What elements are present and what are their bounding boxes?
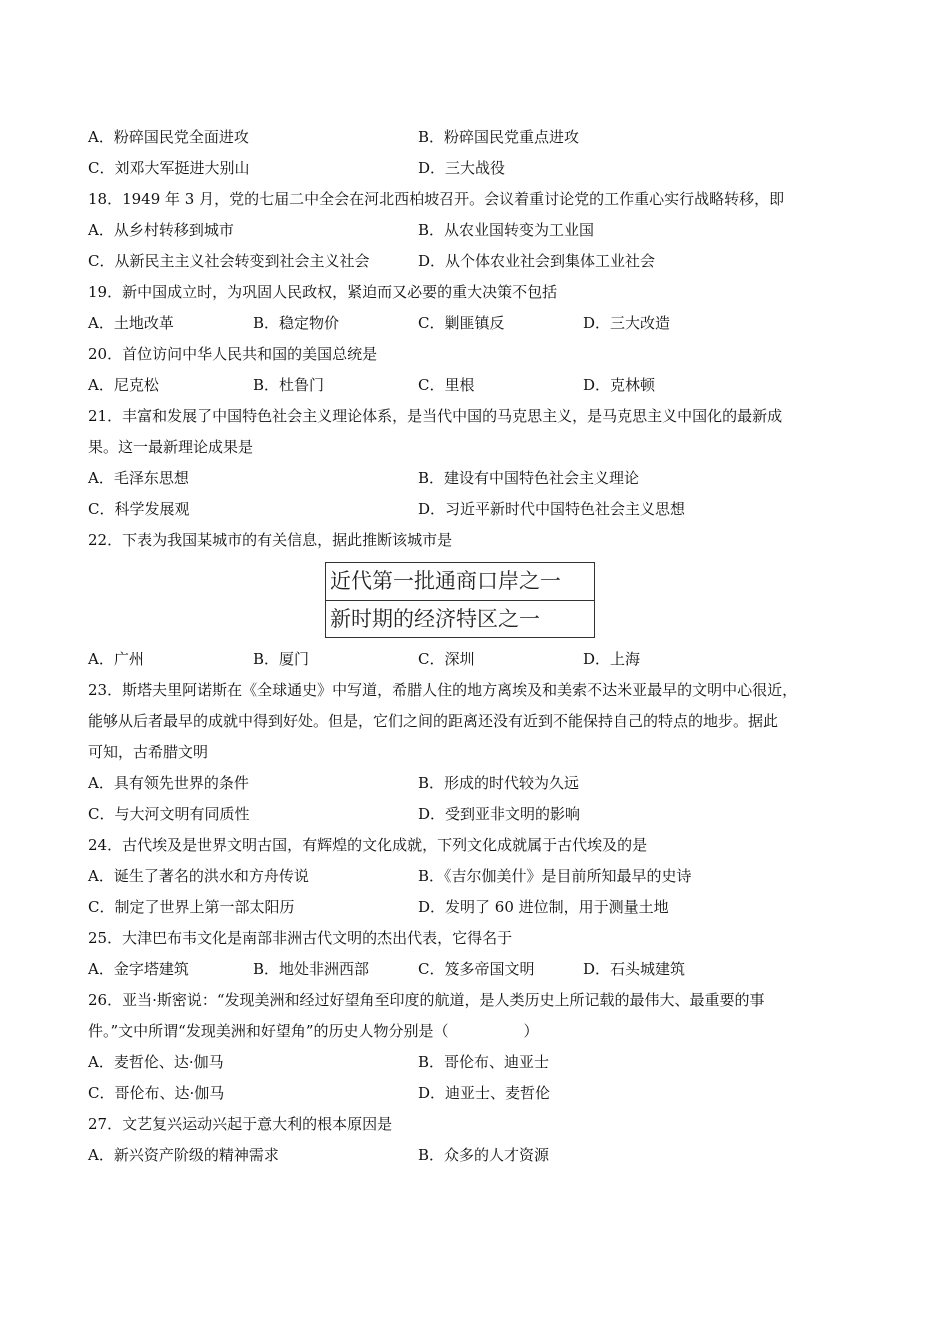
q23-option-c: C．与大河文明有同质性 (88, 805, 250, 823)
q26-stem-line-1: 26．亚当·斯密说：“发现美洲和经过好望角至印度的航道，是人类历史上所记载的最伟大、最重要的事 (88, 991, 765, 1009)
q19-option-c: C．剿匪镇反 (418, 314, 505, 332)
q18-option-c: C．从新民主主义社会转变到社会主义社会 (88, 252, 370, 270)
q22-option-b: B．厦门 (253, 650, 310, 668)
q25-option-c: C．笈多帝国文明 (418, 960, 535, 978)
q20-options (88, 370, 878, 401)
q19-option-a: A．土地改革 (88, 314, 174, 332)
q18-options-row-1 (88, 215, 878, 246)
q26-options-row-1 (88, 1047, 878, 1078)
q22-info-table-wrap (88, 556, 878, 644)
q24-option-c: C．制定了世界上第一部太阳历 (88, 898, 295, 916)
q27-option-b: B．众多的人才资源 (418, 1146, 550, 1164)
q18-options-row-2 (88, 246, 878, 277)
q19-options (88, 308, 878, 339)
q24-options-row-2 (88, 892, 878, 923)
q26-stem-line-2: 件。”文中所谓“发现美洲和好望角”的历史人物分别是（ ） (88, 1022, 539, 1040)
q21-option-b: B．建设有中国特色社会主义理论 (418, 469, 640, 487)
q17-option-b: B．粉碎国民党重点进攻 (418, 128, 580, 146)
q21-option-c: C．科学发展观 (88, 500, 190, 518)
q22-option-a: A．广州 (88, 650, 144, 668)
q21-stem-line-2: 果。这一最新理论成果是 (88, 438, 254, 456)
q24-option-a: A．诞生了著名的洪水和方舟传说 (88, 867, 309, 885)
q19-option-b: B．稳定物价 (253, 314, 340, 332)
q21-option-d: D．习近平新时代中国特色社会主义思想 (418, 500, 686, 518)
q24-option-d: D．发明了 60 进位制，用于测量土地 (418, 898, 669, 916)
q17-options-row-2 (88, 153, 878, 184)
q27-option-a: A．新兴资产阶级的精神需求 (88, 1146, 279, 1164)
q20-stem: 20．首位访问中华人民共和国的美国总统是 (88, 345, 378, 363)
q17-option-c: C．刘邓大军挺进大别山 (88, 159, 250, 177)
q22-info-row-2: 新时期的经济特区之一 (326, 600, 594, 638)
q20-option-c: C．里根 (418, 376, 475, 394)
q18-option-a: A．从乡村转移到城市 (88, 221, 234, 239)
q23-option-b: B．形成的时代较为久远 (418, 774, 580, 792)
q18-stem: 18．1949 年 3 月，党的七届二中全会在河北西柏坡召开。会议着重讨论党的工作重心实行战略转移，即 (88, 190, 785, 208)
q22-info-table (325, 562, 595, 638)
q17-option-d: D．三大战役 (418, 159, 506, 177)
q19-option-d: D．三大改造 (583, 314, 671, 332)
q23-stem-line-1: 23．斯塔夫里阿诺斯在《全球通史》中写道，希腊人住的地方离埃及和美索不达米亚最早的文明中心很近， (88, 681, 798, 699)
exam-page (88, 122, 878, 1171)
q18-option-b: B．从农业国转变为工业国 (418, 221, 595, 239)
q21-options-row-2 (88, 494, 878, 525)
q21-options-row-1 (88, 463, 878, 494)
q25-option-a: A．金字塔建筑 (88, 960, 189, 978)
q23-stem-line-2: 能够从后者最早的成就中得到好处。但是，它们之间的距离还没有近到不能保持自己的特点的地步。据此 (88, 712, 779, 730)
q25-stem: 25．大津巴布韦文化是南部非洲古代文明的杰出代表，它得名于 (88, 929, 513, 947)
q27-stem: 27．文艺复兴运动兴起于意大利的根本原因是 (88, 1115, 393, 1133)
q27-options-row-1 (88, 1140, 878, 1171)
q22-stem: 22．下表为我国某城市的有关信息，据此推断该城市是 (88, 531, 453, 549)
q23-option-d: D．受到亚非文明的影响 (418, 805, 581, 823)
q22-info-row-1: 近代第一批通商口岸之一 (330, 569, 561, 593)
q21-stem-line-1: 21．丰富和发展了中国特色社会主义理论体系，是当代中国的马克思主义，是马克思主义中国化的最新成 (88, 407, 783, 425)
q25-option-b: B．地处非洲西部 (253, 960, 370, 978)
q20-option-b: B．杜鲁门 (253, 376, 325, 394)
q26-option-b: B．哥伦布、迪亚士 (418, 1053, 550, 1071)
q25-options (88, 954, 878, 985)
q23-stem-line-3: 可知，古希腊文明 (88, 743, 209, 761)
q19-stem: 19．新中国成立时，为巩固人民政权，紧迫而又必要的重大决策不包括 (88, 283, 558, 301)
q23-option-a: A．具有领先世界的条件 (88, 774, 249, 792)
q26-option-c: C．哥伦布、达·伽马 (88, 1084, 225, 1102)
q26-options-row-2 (88, 1078, 878, 1109)
q23-options-row-1 (88, 768, 878, 799)
q25-option-d: D．石头城建筑 (583, 960, 686, 978)
q26-option-d: D．迪亚士、麦哲伦 (418, 1084, 551, 1102)
q22-option-d: D．上海 (583, 650, 641, 668)
q23-options-row-2 (88, 799, 878, 830)
q24-option-b: B．《吉尔伽美什》是目前所知最早的史诗 (418, 867, 692, 885)
q17-option-a: A．粉碎国民党全面进攻 (88, 128, 249, 146)
q21-option-a: A．毛泽东思想 (88, 469, 189, 487)
q24-stem: 24．古代埃及是世界文明古国，有辉煌的文化成就，下列文化成就属于古代埃及的是 (88, 836, 648, 854)
q20-option-a: A．尼克松 (88, 376, 159, 394)
q26-option-a: A．麦哲伦、达·伽马 (88, 1053, 224, 1071)
q22-option-c: C．深圳 (418, 650, 475, 668)
q20-option-d: D．克林顿 (583, 376, 656, 394)
q22-options (88, 644, 878, 675)
q17-options-row-1 (88, 122, 878, 153)
q24-options-row-1 (88, 861, 878, 892)
q18-option-d: D．从个体农业社会到集体工业社会 (418, 252, 656, 270)
